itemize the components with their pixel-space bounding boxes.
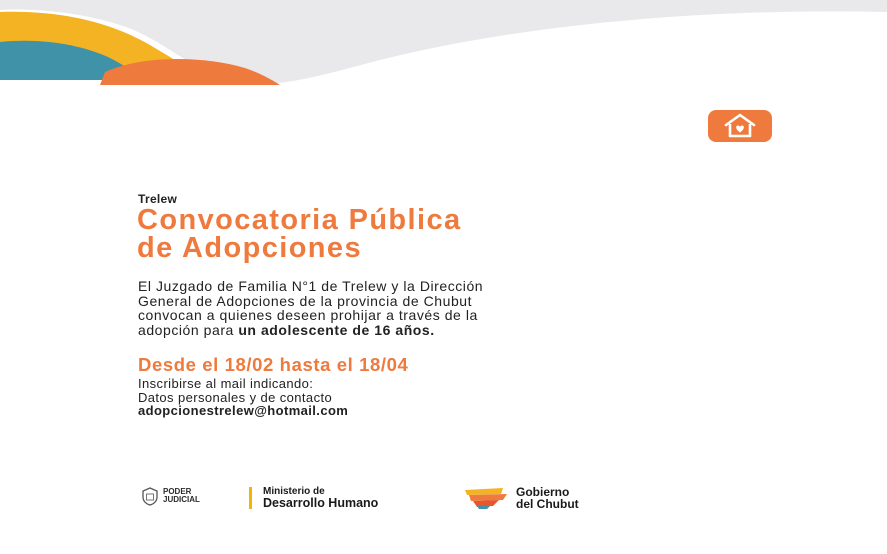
announcement-body bbox=[138, 279, 678, 337]
page-title bbox=[137, 206, 697, 262]
poder-judicial-logo bbox=[140, 486, 200, 506]
poder-judicial-emblem-icon bbox=[140, 486, 160, 506]
gobierno-line-1: Gobierno bbox=[516, 485, 570, 499]
decorative-header-waves bbox=[0, 0, 887, 100]
date-range: Desde el 18/02 hasta el 18/04 bbox=[138, 354, 409, 375]
footer-logos bbox=[0, 486, 887, 516]
body-line-2: General de Adopciones de la provincia de Chubut bbox=[138, 292, 473, 309]
gobierno-del-chubut-logo bbox=[463, 486, 579, 510]
ministerio-line-1: Ministerio de bbox=[263, 486, 325, 497]
location-kicker: Trelew bbox=[138, 192, 178, 206]
ministerio-accent-bar bbox=[249, 487, 252, 509]
body-line-4-highlight: un adolescente de 16 años. bbox=[238, 321, 435, 338]
title-line-1: Convocatoria Pública bbox=[137, 204, 462, 236]
title-line-2: de Adopciones bbox=[137, 232, 362, 264]
home-heart-icon bbox=[708, 110, 772, 142]
ministerio-desarrollo-humano-logo bbox=[249, 486, 378, 510]
registration-instructions bbox=[138, 377, 348, 418]
instructions-line-1: Inscribirse al mail indicando: bbox=[138, 376, 314, 391]
body-line-1: El Juzgado de Familia N°1 de Trelew y la Dirección bbox=[138, 278, 484, 294]
poder-judicial-line-2: JUDICIAL bbox=[163, 495, 200, 504]
gobierno-line-2: del Chubut bbox=[516, 497, 579, 511]
body-line-3: convocan a quienes deseen prohijar a través de la bbox=[138, 307, 478, 323]
contact-email[interactable]: adopcionestrelew@hotmail.com bbox=[138, 403, 349, 418]
ministerio-line-2: Desarrollo Humano bbox=[263, 496, 379, 510]
body-line-4 bbox=[138, 323, 678, 338]
poder-judicial-line-1: PODER bbox=[163, 487, 192, 496]
chubut-province-icon bbox=[463, 486, 509, 510]
instructions-line-2: Datos personales y de contacto bbox=[138, 389, 333, 405]
body-line-4-prefix: adopción para bbox=[138, 321, 239, 338]
